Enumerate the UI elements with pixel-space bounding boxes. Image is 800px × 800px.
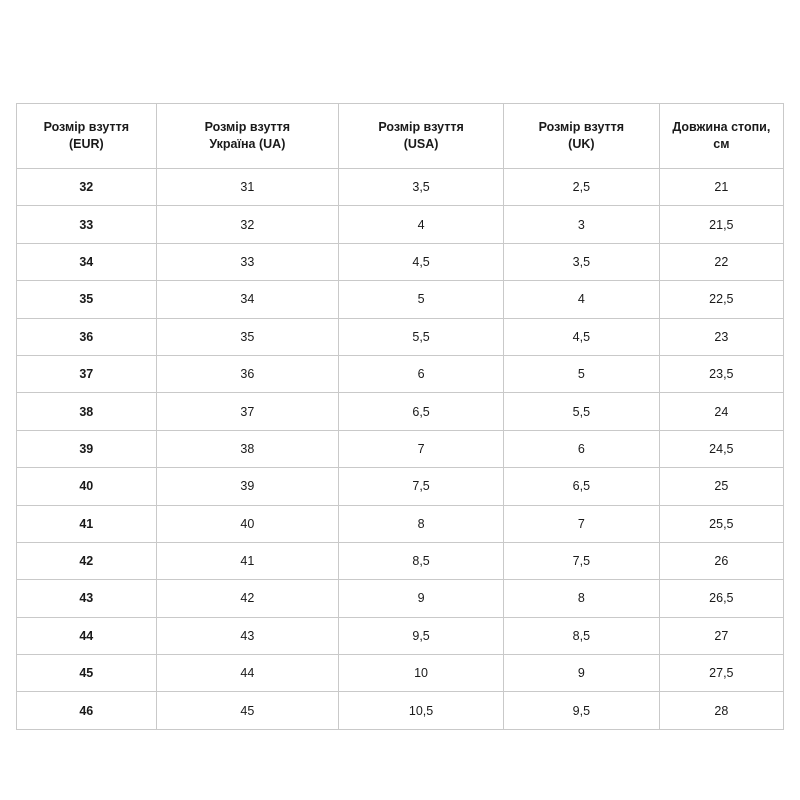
cell-usa: 10,5: [339, 692, 504, 729]
cell-usa: 5,5: [339, 318, 504, 355]
cell-uk: 7,5: [504, 542, 660, 579]
cell-foot-length: 25: [659, 468, 783, 505]
cell-uk: 3,5: [504, 243, 660, 280]
cell-ua: 41: [156, 542, 339, 579]
cell-usa: 8: [339, 505, 504, 542]
cell-ua: 37: [156, 393, 339, 430]
cell-usa: 9,5: [339, 617, 504, 654]
table-row: [17, 505, 784, 542]
table-row: [17, 430, 784, 467]
column-header-foot-length-line1: Довжина стопи,: [672, 120, 771, 135]
cell-uk: 8,5: [504, 617, 660, 654]
cell-eur: 39: [17, 430, 157, 467]
table-body: [17, 169, 784, 730]
shoe-size-table: [16, 103, 784, 730]
cell-usa: 5: [339, 281, 504, 318]
cell-usa: 3,5: [339, 169, 504, 206]
cell-usa: 4,5: [339, 243, 504, 280]
cell-ua: 31: [156, 169, 339, 206]
cell-ua: 38: [156, 430, 339, 467]
column-header-uk-line1: Розмір взуття: [538, 120, 625, 135]
cell-ua: 43: [156, 617, 339, 654]
cell-ua: 35: [156, 318, 339, 355]
cell-uk: 4,5: [504, 318, 660, 355]
cell-ua: 44: [156, 655, 339, 692]
column-header-ua-line1: Розмір взуття: [204, 120, 291, 135]
table-row: [17, 355, 784, 392]
table-row: [17, 655, 784, 692]
cell-uk: 6,5: [504, 468, 660, 505]
cell-foot-length: 23: [659, 318, 783, 355]
cell-eur: 38: [17, 393, 157, 430]
cell-ua: 39: [156, 468, 339, 505]
table-row: [17, 318, 784, 355]
column-header-eur-line1: Розмір взуття: [43, 120, 130, 135]
table-row: [17, 393, 784, 430]
cell-foot-length: 22,5: [659, 281, 783, 318]
cell-usa: 8,5: [339, 542, 504, 579]
cell-usa: 4: [339, 206, 504, 243]
cell-eur: 44: [17, 617, 157, 654]
cell-eur: 43: [17, 580, 157, 617]
cell-foot-length: 24,5: [659, 430, 783, 467]
cell-foot-length: 26,5: [659, 580, 783, 617]
table-row: [17, 281, 784, 318]
column-header-eur-line2: (EUR): [68, 137, 104, 151]
cell-eur: 45: [17, 655, 157, 692]
cell-eur: 37: [17, 355, 157, 392]
shoe-size-table-container: [16, 103, 784, 730]
table-row: [17, 542, 784, 579]
cell-eur: 32: [17, 169, 157, 206]
cell-uk: 5,5: [504, 393, 660, 430]
column-header-foot-length-line2: см: [713, 137, 730, 151]
cell-uk: 3: [504, 206, 660, 243]
cell-eur: 33: [17, 206, 157, 243]
cell-ua: 40: [156, 505, 339, 542]
cell-uk: 8: [504, 580, 660, 617]
column-header-usa-line2: (USA): [403, 137, 439, 151]
cell-ua: 42: [156, 580, 339, 617]
cell-ua: 33: [156, 243, 339, 280]
cell-foot-length: 21,5: [659, 206, 783, 243]
cell-ua: 36: [156, 355, 339, 392]
table-row: [17, 169, 784, 206]
table-row: [17, 617, 784, 654]
column-header-ua: [156, 104, 339, 169]
cell-ua: 32: [156, 206, 339, 243]
cell-foot-length: 21: [659, 169, 783, 206]
cell-uk: 6: [504, 430, 660, 467]
table-header-row: [17, 104, 784, 169]
table-row: [17, 692, 784, 729]
cell-eur: 42: [17, 542, 157, 579]
cell-uk: 9,5: [504, 692, 660, 729]
cell-usa: 10: [339, 655, 504, 692]
cell-uk: 4: [504, 281, 660, 318]
cell-eur: 36: [17, 318, 157, 355]
cell-usa: 9: [339, 580, 504, 617]
table-header: [17, 104, 784, 169]
cell-usa: 7: [339, 430, 504, 467]
cell-ua: 45: [156, 692, 339, 729]
cell-uk: 7: [504, 505, 660, 542]
cell-usa: 6: [339, 355, 504, 392]
cell-uk: 2,5: [504, 169, 660, 206]
table-row: [17, 206, 784, 243]
cell-eur: 35: [17, 281, 157, 318]
cell-foot-length: 27,5: [659, 655, 783, 692]
cell-foot-length: 28: [659, 692, 783, 729]
cell-foot-length: 22: [659, 243, 783, 280]
cell-foot-length: 27: [659, 617, 783, 654]
column-header-uk: [504, 104, 660, 169]
cell-uk: 9: [504, 655, 660, 692]
cell-foot-length: 26: [659, 542, 783, 579]
column-header-uk-line2: (UK): [568, 137, 595, 151]
cell-foot-length: 24: [659, 393, 783, 430]
cell-usa: 7,5: [339, 468, 504, 505]
cell-eur: 34: [17, 243, 157, 280]
cell-eur: 40: [17, 468, 157, 505]
column-header-foot-length: [659, 104, 783, 169]
cell-uk: 5: [504, 355, 660, 392]
cell-eur: 41: [17, 505, 157, 542]
table-row: [17, 243, 784, 280]
cell-ua: 34: [156, 281, 339, 318]
cell-usa: 6,5: [339, 393, 504, 430]
column-header-usa-line1: Розмір взуття: [378, 120, 464, 135]
table-row: [17, 468, 784, 505]
cell-foot-length: 25,5: [659, 505, 783, 542]
column-header-eur: [17, 104, 157, 169]
cell-foot-length: 23,5: [659, 355, 783, 392]
cell-eur: 46: [17, 692, 157, 729]
column-header-usa: [339, 104, 504, 169]
column-header-ua-line2: Україна (UA): [209, 137, 286, 151]
table-row: [17, 580, 784, 617]
